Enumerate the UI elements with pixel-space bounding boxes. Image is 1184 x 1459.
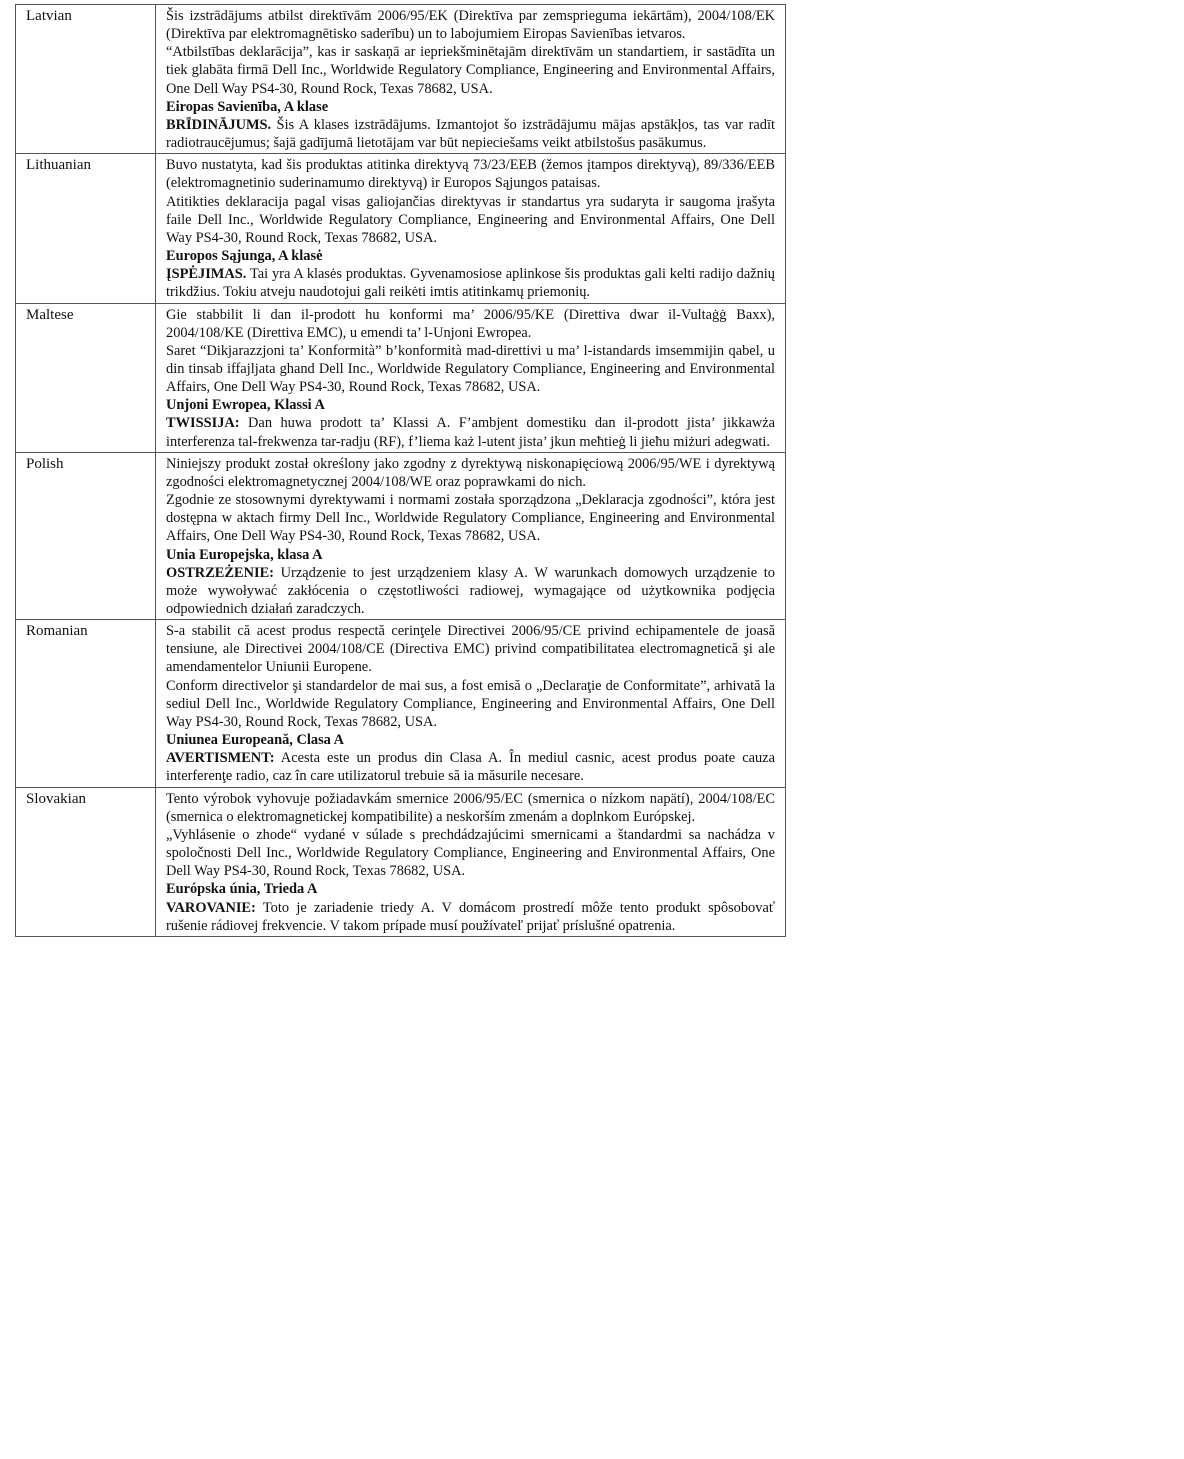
compliance-text: Niniejszy produkt został określony jako zgodny z dyrektywą niskonapięciową 2006/95/WE i dyrektywą zgodności elektromagnetycznej 2004/108/WE oraz poprawkami do nich. — [166, 455, 775, 490]
warning-label: OSTRZEŻENIE: — [166, 564, 274, 581]
warning-label: ĮSPĖJIMAS. — [166, 266, 247, 283]
compliance-text: Tento výrobok vyhovuje požiadavkám smernice 2006/95/EC (smernica o nízkom napätí), 2004/108/EC (smernica o elektromagnetickej kompatibilite) a neskorším zmenám a doplnkom Európskej. — [166, 790, 775, 825]
language-cell: Slovakian — [16, 787, 156, 936]
compliance-text: Gie stabbilit li dan il-prodott hu konformi ma’ 2006/95/KE (Direttiva dwar il-Vultaġġ Baxx), 2004/108/KE (Direttiva EMC), u emendi ta’ l-Unjoni Ewropea. — [166, 306, 775, 341]
class-heading: Europos Sąjunga, A klasė — [166, 248, 323, 265]
warning-paragraph — [166, 414, 775, 450]
warning-text: Tai yra A klasės produktas. Gyvenamosiose aplinkose šis produktas gali kelti radijo dažnių trikdžius. Tokiu atveju naudotojui gali reikėti imtis atitinkamų priemonių. — [166, 266, 775, 301]
declaration-text: Zgodnie ze stosownymi dyrektywami i normami została sporządzona „Deklaracja zgodności”, która jest dostępna w aktach firmy Dell Inc., Worldwide Regulatory Compliance, Engineering and Environmental Affairs, One Dell Way PS4-30, Round Rock, Texas 78682, USA. — [166, 492, 775, 545]
declaration-text: Atitikties deklaracija pagal visas galiojančias direktyvas ir standartus yra sudaryta ir saugoma įrašyta faile Dell Inc., Worldwide Regulatory Compliance, Engineering and Environmental Affairs, One Dell Way PS4-30, Round Rock, Texas 78682, USA. — [166, 193, 775, 246]
language-cell: Lithuanian — [16, 154, 156, 303]
language-cell: Latvian — [16, 5, 156, 154]
statement-cell — [156, 452, 786, 619]
warning-label: AVERTISMENT: — [166, 750, 275, 767]
table-row — [16, 787, 786, 936]
compliance-text: Šis izstrādājums atbilst direktīvām 2006/95/EK (Direktīva par zemsprieguma iekārtām), 2004/108/EK (Direktīva par elektromagnētisko saderību) un to labojumiem Eiropas Savienības ietvaros. — [166, 8, 775, 43]
declaration-text: „Vyhlásenie o zhode“ vydané v súlade s prechdádzajúcimi smernicami a štandardmi sa nachádza v spoločnosti Dell Inc., Worldwide Regulatory Compliance, Engineering and Environmental Affairs, One Dell Way PS4-30, Round Rock, Texas 78682, USA. — [166, 826, 775, 880]
table-row — [16, 5, 786, 154]
language-cell: Polish — [16, 452, 156, 619]
warning-text: Dan huwa prodott ta’ Klassi A. F’ambjent domestiku dan il-prodott jista’ jikkawża interferenza tal-frekwenza tar-radju (RF), f’liema każ l-utent jista’ jkun meħtieġ li jieħu miżuri adegwati. — [166, 415, 775, 450]
warning-paragraph — [166, 116, 775, 152]
statement-cell — [156, 303, 786, 452]
statement-cell — [156, 787, 786, 936]
table-row — [16, 620, 786, 787]
warning-text: Urządzenie to jest urządzeniem klasy A. W warunkach domowych urządzenie to może wywoływać zakłócenia o częstotliwości radiowej, wymagające od użytkownika podjęcia odpowiednich działań zaradczych. — [166, 564, 775, 617]
statement-cell — [156, 5, 786, 154]
class-heading: Eiropas Savienība, A klase — [166, 98, 329, 115]
warning-label: VAROVANIE: — [166, 899, 256, 916]
declaration-text: “Atbilstības deklarācija”, kas ir saskaņā ar iepriekšminētajām direktīvām un standartiem, ir sastādīta un tiek glabāta firmā Dell Inc., Worldwide Regulatory Compliance, Engineering and Environmental Affairs, One Dell Way PS4-30, Round Rock, Texas 78682, USA. — [166, 44, 775, 97]
warning-paragraph — [166, 564, 775, 618]
class-heading: Unia Europejska, klasa A — [166, 546, 323, 563]
declaration-text: Conform directivelor şi standardelor de mai sus, a fost emisă o „Declaraţie de Conformitate”, arhivată la sediul Dell Inc., Worldwide Regulatory Compliance, Engineering and Environmental Affairs, One Dell Way PS4-30, Round Rock, Texas 78682, USA. — [166, 677, 775, 730]
language-cell: Maltese — [16, 303, 156, 452]
warning-paragraph — [166, 749, 775, 785]
warning-text: Šis A klases izstrādājums. Izmantojot šo izstrādājumu mājas apstākļos, tas var radīt radiotraucējumus; šajā gadījumā lietotājam var būt nepieciešams veikt atbilstošus pasākumus. — [166, 116, 775, 152]
compliance-text: S-a stabilit că acest produs respectă cerinţele Directivei 2006/95/CE privind echipamentele de joasă tensiune, ale Directivei 2004/108/CE (Directiva EMC) privind compatibilitatea electromagnetică şi ale amendamentelor Uniunii Europene. — [166, 623, 775, 676]
warning-text: Toto je zariadenie triedy A. V domácom prostredí môže tento produkt spôsobovať rušenie rádiovej frekvencie. V takom prípade musí používateľ prijať príslušné opatrenia. — [166, 899, 775, 934]
table-row — [16, 303, 786, 452]
statement-cell — [156, 154, 786, 303]
warning-paragraph — [166, 265, 775, 301]
class-heading: Uniunea Europeană, Clasa A — [166, 732, 345, 749]
table-row — [16, 154, 786, 303]
warning-text: Acesta este un produs din Clasa A. În mediul casnic, acest produs poate cauza interferenţe radio, caz în care utilizatorul trebuie să ia măsurile necesare. — [166, 750, 775, 785]
class-heading: Unjoni Ewropea, Klassi A — [166, 397, 325, 414]
compliance-text: Buvo nustatyta, kad šis produktas atitinka direktyvą 73/23/EEB (žemos įtampos direktyvą), 89/336/EEB (elektromagnetinio suderinamumo direktyvą) ir Europos Sąjungos pataisas. — [166, 157, 775, 192]
warning-label: TWISSIJA: — [166, 415, 240, 432]
warning-paragraph — [166, 899, 775, 935]
table-row — [16, 452, 786, 619]
warning-label: BRĪDINĀJUMS. — [166, 116, 272, 133]
class-heading: Európska únia, Trieda A — [166, 881, 318, 898]
language-cell: Romanian — [16, 620, 156, 787]
statement-cell — [156, 620, 786, 787]
regulatory-compliance-table — [15, 4, 786, 937]
declaration-text: Saret “Dikjarazzjoni ta’ Konformità” b’konformità mad-direttivi u ma’ l-istandards imsemmijin qabel, u din tinsab iffajljata ghand Dell Inc., Worldwide Regulatory Compliance, Engineering and Environmental Affairs, One Dell Way PS4-30, Round Rock, Texas 78682, USA. — [166, 342, 775, 396]
